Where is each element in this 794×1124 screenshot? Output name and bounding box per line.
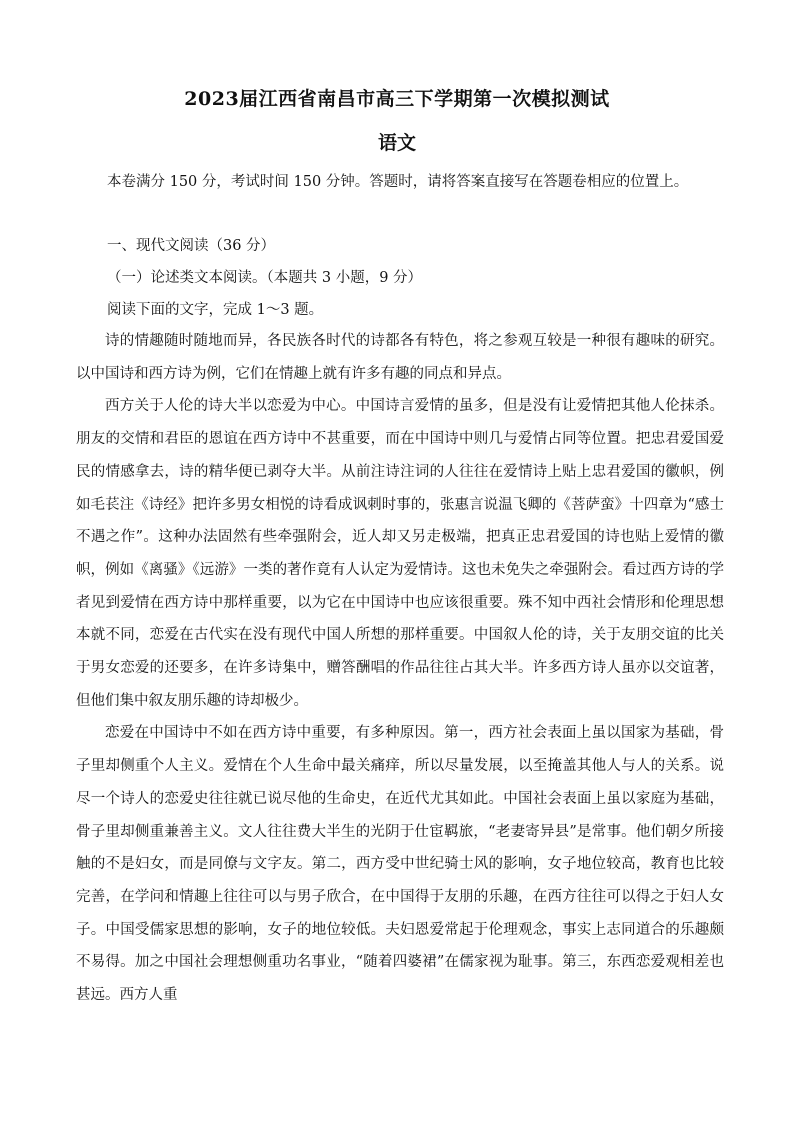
passage-paragraph: 恋爱在中国诗中不如在西方诗中重要，有多种原因。第一，西方社会表面上虽以国家为基础，骨子里却侧重个人主义。爱情在个人生命中最关痛痒，所以尽量发展，以至掩盖其他人与人的关系。说尽一个诗人的恋爱史往往就已说尽他的生命史，在近代尤其如此。中国社会表面上虽以家庭为基础，骨子里却侧重兼善主义。文人往往费大半生的光阴于仕宦羁旅，“老妻寄异县”是常事。他们朝夕所接触的不是妇女，而是同僚与文字友。第二，西方受中世纪骑士风的影响，女子地位较高，教育也比较完善，在学问和情趣上往往可以与男子欣合，在中国得于友朋的乐趣，在西方往往可以得之于妇人女子。中国受儒家思想的影响，女子的地位较低。夫妇恩爱常起于伦理观念，事实上志同道合的乐趣颇不易得。加之中国社会理想侧重功名事业，“随着四婆裙”在儒家视为耻事。第三，东西恋爱观相差也甚远。西方人重 [76,725,724,1004]
section-heading: 一、现代文阅读（36 分） [107,238,276,254]
subsection-heading: （一）论述类文本阅读。（本题共 3 小题，9 分） [107,270,423,286]
exam-title: 2023届江西省南昌市高三下学期第一次模拟测试 [184,88,610,110]
reading-instruction: 阅读下面的文字，完成 1～3 题。 [107,302,324,318]
reading-passage [76,325,724,1012]
passage-paragraph: 诗的情趣随时随地而异，各民族各时代的诗都各有特色，将之参观互较是一种很有趣味的研究。以中国诗和西方诗为例，它们在情趣上就有许多有趣的同点和异点。 [76,333,724,382]
passage-paragraph: 西方关于人伦的诗大半以恋爱为中心。中国诗言爱情的虽多，但是没有让爱情把其他人伦抹杀。朋友的交情和君臣的恩谊在西方诗中不甚重要，而在中国诗中则几与爱情占同等位置。把忠君爱国爱民的情感拿去，诗的精华便已剥夺大半。从前注诗注词的人往往在爱情诗上贴上忠君爱国的徽帜，例如毛苌注《诗经》把许多男女相悦的诗看成讽刺时事的，张惠言说温飞卿的《菩萨蛮》十四章为“感士不遇之作”。这种办法固然有些牵强附会，近人却又另走极端，把真正忠君爱国的诗也贴上爱情的徽帜，例如《离骚》《远游》一类的著作竟有人认定为爱情诗。这也未免失之牵强附会。看过西方诗的学者见到爱情在西方诗中那样重要，以为它在中国诗中也应该很重要。殊不知中西社会情形和伦理思想本就不同，恋爱在古代实在没有现代中国人所想的那样重要。中国叙人伦的诗，关于友朋交谊的比关于男女恋爱的还要多，在许多诗集中，赠答酬唱的作品往往占其大半。许多西方诗人虽亦以交谊著，但他们集中叙友朋乐趣的诗却极少。 [76,398,724,709]
subject-title: 语文 [377,132,416,154]
exam-notice: 本卷满分 150 分，考试时间 150 分钟。答题时，请将答案直接写在答题卷相应的位置上。 [107,174,689,190]
